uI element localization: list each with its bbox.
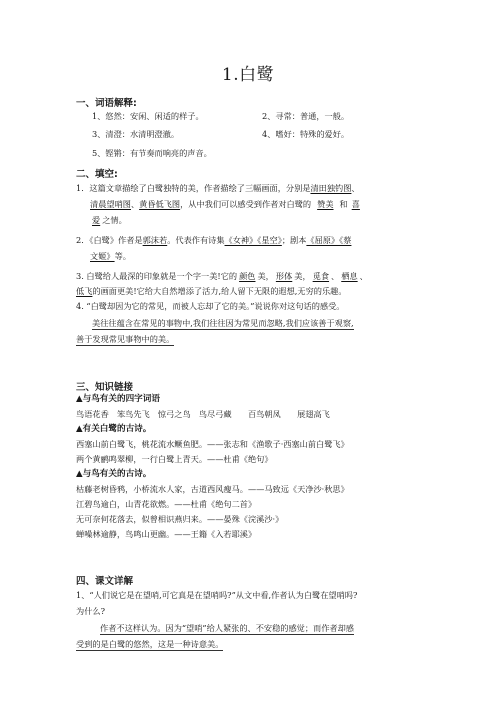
vocab-item-5: 5、铿锵：有节奏而响亮的声音。 — [92, 148, 212, 158]
question-2-line-2: 文姬》等。 — [90, 251, 131, 261]
explanation-question-line-1: 1、“人们说它是在望哨,可它真是在望哨吗?”从文中看,作者认为白鹭在望哨吗? — [76, 590, 358, 600]
poem-line: 枯藤老树昏鸦，小桥流水人家，古道西风瘦马。——马致远《天净沙·秋思》 — [76, 484, 349, 494]
poem-line: 无可奈何花落去，似曾相识燕归来。——晏殊《浣溪沙·》 — [76, 514, 284, 524]
vocab-item-1: 1、悠然：安闲、闲适的样子。 — [92, 111, 204, 121]
answer-blank: 栖息 — [341, 271, 358, 281]
explanation-question-line-2: 为什么? — [76, 606, 105, 616]
question-4-answer-line-2: 善于发现常见事物中的美。 — [76, 334, 175, 344]
answer-blank: 郭沫若 — [142, 235, 168, 245]
answer-blank: 喜 — [351, 199, 360, 209]
page-title: 1.白鹭 — [221, 65, 275, 85]
answer-blank: 文姬》 — [90, 251, 115, 261]
vocab-item-3: 3、清澄：水清明澄澈。 — [92, 129, 180, 139]
explanation-answer-line-2: 受到的是白鹭的悠然，这是一种诗意美。 — [76, 639, 224, 649]
poem-line: 江碧鸟逾白，山青花欲燃。——杜甫《绝句二首》 — [76, 499, 257, 509]
subheading-egret-poems: ▲有关白鹭的古诗。 — [76, 424, 152, 434]
answer-blank: 低飞 — [76, 286, 93, 296]
section-heading-fill-blanks: 二、填空: — [76, 169, 118, 180]
answer-blank: 赞美 — [317, 199, 334, 209]
poem-line: 西塞山前白鹭飞，桃花流水鳜鱼肥。——张志和《渔歌子·西塞山前白鹭飞》 — [76, 439, 349, 449]
answer-blank: 清田独钓图 — [310, 183, 352, 193]
question-3-line-1: 3. 白鹭给人最深的印象就是一个字一美!它的 颜色 美， 形体 美， 觅食 、 栖息 、 — [76, 271, 368, 281]
vocab-item-2: 2、寻常：普通，一般。 — [262, 111, 350, 121]
answer-blank: 觅食 — [312, 271, 330, 281]
question-1-line-1: 1．这篇文章描绘了白鹭独特的美，作者描绘了三幅画面，分别是清田独钓图、 — [76, 183, 360, 193]
idiom-list: 鸟语花香 笨鸟先飞 惊弓之鸟 鸟尽弓藏 百鸟朝凤 展翅高飞 — [76, 409, 330, 419]
question-1-line-2: 清晨望哨图、黄昏低飞图，从中我们可以感受到作者对白鹭的 赞美 和 喜 — [90, 198, 364, 210]
answer-blank: 《屈原》《蔡 — [306, 235, 352, 245]
question-4-answer-line-1: 美往往蕴含在常见的事物中,我们往往因为常见而忽略,我们应该善于观察, — [92, 318, 354, 328]
answer-blank: 颜色 — [239, 271, 256, 281]
section-heading-vocabulary: 一、词语解释: — [76, 98, 137, 109]
answer-blank: 黄昏低飞图 — [139, 199, 181, 209]
question-2-line-1: 2．《白鹭》作者是郭沫若。代表作有诗集《女神》《星空》；剧本《屈原》《蔡 — [76, 235, 352, 245]
section-heading-knowledge-links: 三、知识链接 — [76, 382, 134, 393]
subheading-bird-idioms: ▲与鸟有关的四字词语 — [76, 394, 160, 404]
question-1-line-3: 爱 之情。 — [92, 215, 127, 225]
explanation-answer-line-1: 作者不这样认为。因为“望哨”给人紧张的、不安稳的感觉；而作者却感 — [100, 623, 354, 633]
poem-line: 两个黄鹂鸣翠柳，一行白鹭上青天。——杜甫《绝句》 — [76, 454, 273, 464]
section-heading-text-explanation: 四、课文详解 — [76, 576, 134, 587]
question-4: 4. “白鹭却因为它的常见，而被人忘却了它的美。”说说你对这句话的感受。 — [76, 301, 345, 311]
answer-blank: 《女神》《星空》 — [224, 235, 282, 245]
answer-blank: 爱 — [92, 215, 101, 225]
vocab-item-4: 4、嗜好：特殊的爱好。 — [262, 129, 350, 139]
answer-blank: 清晨望哨图 — [90, 199, 131, 209]
subheading-bird-poems: ▲与鸟有关的古诗。 — [76, 469, 152, 479]
answer-blank: 形体 — [275, 271, 293, 281]
question-3-line-2: 低飞的画面更美!它给大自然增添了活力,给人留下无限的遐想,无穷的乐趣。 — [76, 286, 347, 296]
poem-line: 蝉噪林逾静，鸟鸣山更幽。——王籍《入若耶溪》 — [76, 529, 257, 539]
